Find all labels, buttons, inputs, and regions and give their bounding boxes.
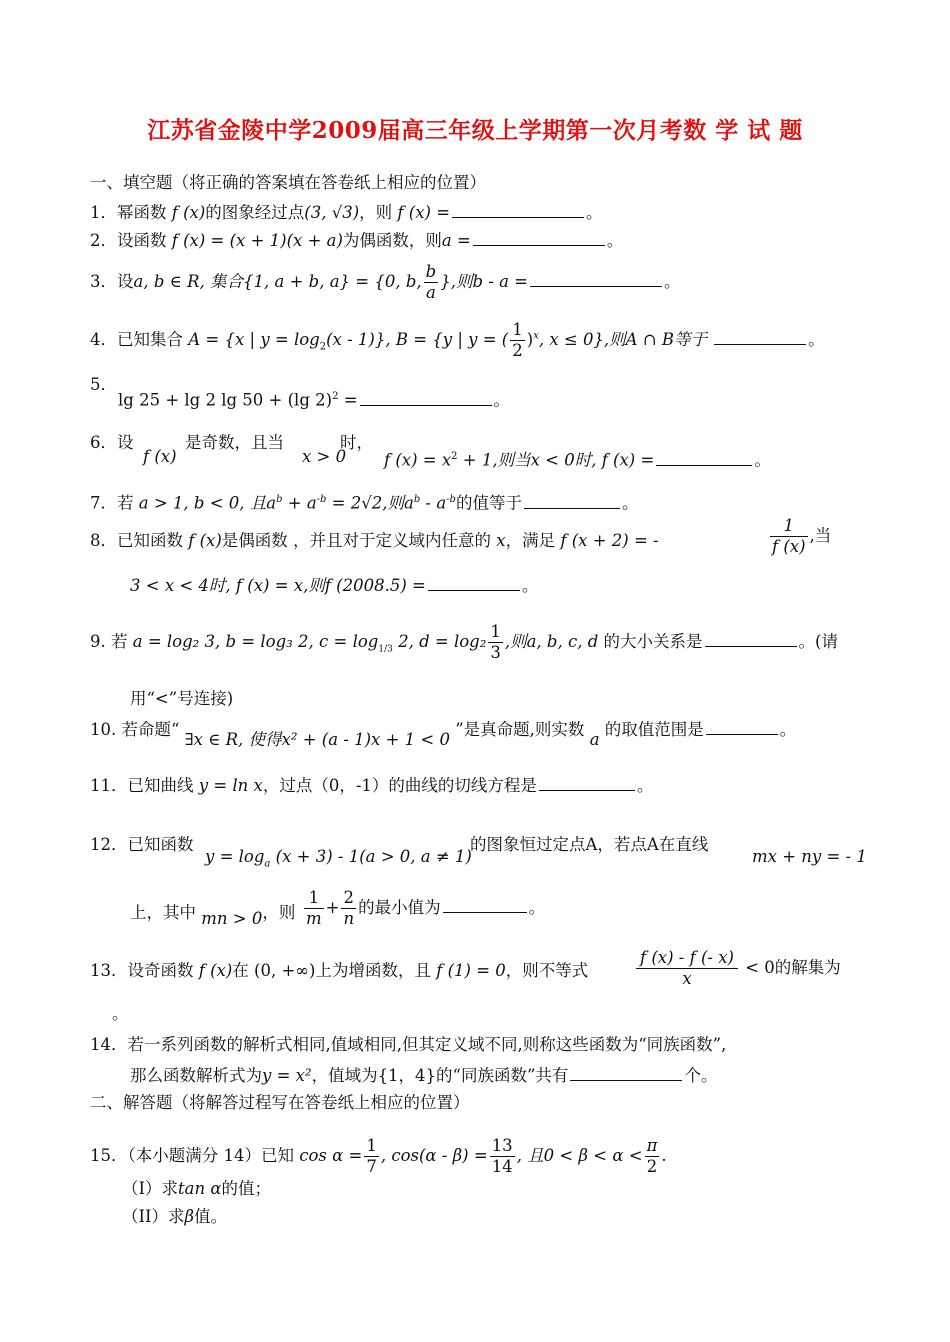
q1-then: ，则 bbox=[359, 203, 393, 222]
q15-tan: tan α bbox=[178, 1179, 222, 1198]
q9-text: 的大小关系是 bbox=[603, 632, 703, 651]
answer-blank-6[interactable] bbox=[656, 449, 752, 466]
q14-text: 若一系列函数的解析式相同,值域相同,但其定义域不同,则称这些函数为“同族函数”, bbox=[127, 1035, 727, 1054]
q13-fraction bbox=[636, 948, 738, 989]
q4-expr4: , x ≤ 0},则A ∩ B等于 bbox=[538, 330, 708, 349]
q12-text: 已知函数 bbox=[127, 835, 194, 854]
q3-frac-den: a bbox=[426, 283, 436, 302]
q4-number: 4． bbox=[90, 330, 117, 349]
q7-expr: a > 1, b < 0, 且a bbox=[138, 493, 277, 513]
q8-text: 已知函数 bbox=[117, 531, 183, 550]
q9-frac-num: 1 bbox=[490, 622, 501, 641]
q12-sub: a bbox=[264, 858, 271, 870]
q14-end: 个。 bbox=[684, 1066, 718, 1085]
q12-expr: y = log bbox=[205, 847, 265, 866]
answer-blank-14[interactable] bbox=[570, 1064, 682, 1081]
q15-part1 bbox=[122, 1178, 271, 1200]
q7-end: 。 bbox=[621, 493, 639, 513]
q4-sup: x bbox=[533, 330, 539, 342]
q4-expr3: ) bbox=[526, 330, 534, 349]
q12-plus: + bbox=[325, 898, 340, 917]
q3-number: 3． bbox=[90, 272, 117, 291]
q4-frac-den: 2 bbox=[512, 341, 523, 360]
q13-text5: 的解集为 bbox=[774, 958, 841, 977]
q2-mid: 为偶函数，则 bbox=[342, 231, 442, 250]
question-6 bbox=[90, 432, 134, 454]
q13-interval: (0, +∞) bbox=[254, 961, 316, 980]
q9-fraction bbox=[488, 622, 503, 663]
q8-number: 8． bbox=[90, 531, 117, 550]
q15-number: 15． bbox=[90, 1146, 128, 1165]
q15-end: . bbox=[661, 1146, 667, 1165]
q14-number: 14． bbox=[90, 1035, 128, 1054]
q13-text3: 上为增函数，且 bbox=[315, 961, 431, 980]
question-15 bbox=[90, 1136, 667, 1177]
section-heading-fill-in: 一、填空题（将正确的答案填在答卷纸上相应的位置） bbox=[90, 173, 486, 192]
q15-frac2-den: 14 bbox=[491, 1157, 513, 1176]
q6-end: 。 bbox=[754, 450, 771, 470]
q12-frac2-den: n bbox=[343, 909, 355, 928]
q14-line2b: ，值域为{1，4}的“同族函数”共有 bbox=[311, 1066, 569, 1085]
q6-fx-text: f (x) bbox=[143, 447, 177, 466]
q7-sup-b2: b bbox=[413, 494, 421, 505]
q10-a: a bbox=[589, 730, 600, 749]
q4-expr2: (x - 1)}, B = {y | y = ( bbox=[326, 330, 509, 349]
q15-frac2-num: 13 bbox=[491, 1136, 513, 1155]
q3-frac-num: b bbox=[425, 262, 437, 281]
q10-expr: ∃x ∈ R, 使得x² + (a - 1)x + 1 < 0 bbox=[184, 730, 450, 749]
q6-text2: 是奇数，且当 bbox=[185, 433, 284, 452]
q13-line2: 。 bbox=[112, 1004, 129, 1023]
q2-expr: f (x) = (x + 1)(x + a) bbox=[171, 231, 343, 250]
q3-expr2: },则b - a = bbox=[440, 272, 528, 291]
q2-end: 。 bbox=[606, 231, 624, 250]
q9-expr3: ,则a, b, c, d bbox=[504, 632, 599, 651]
q11-text2: ，过点（0，-1）的曲线的切线方程是 bbox=[262, 776, 537, 795]
answer-blank-3[interactable] bbox=[530, 270, 662, 287]
q13-number: 13． bbox=[90, 961, 128, 980]
q3-end: 。 bbox=[663, 272, 681, 291]
q15-frac3-num: π bbox=[646, 1136, 658, 1155]
q9-number: 9. 若 bbox=[90, 632, 128, 651]
q7-expr4: - a bbox=[420, 493, 447, 513]
q3-text: 设 bbox=[117, 272, 134, 291]
q6-expr2: + 1,则当x < 0时, f (x) = bbox=[457, 450, 655, 470]
q15-frac2 bbox=[490, 1136, 515, 1177]
q1-point: (3, √3) bbox=[304, 203, 360, 222]
q15-frac1-num: 1 bbox=[366, 1136, 377, 1155]
q8-frac-den: f (x) bbox=[772, 537, 806, 556]
q12-frac1 bbox=[304, 888, 324, 929]
q12-frac1-den: m bbox=[306, 909, 322, 928]
q12-line2b: ，则 bbox=[262, 903, 296, 922]
answer-blank-9[interactable] bbox=[705, 630, 797, 647]
q6-number: 6． bbox=[90, 433, 117, 452]
answer-blank-10[interactable] bbox=[706, 718, 778, 735]
q4-text: 已知集合 bbox=[117, 330, 183, 349]
q12-mn: mn > 0 bbox=[201, 909, 263, 928]
answer-blank-8[interactable] bbox=[428, 574, 520, 591]
q4-frac-num: 1 bbox=[512, 320, 523, 339]
q11-number: 11． bbox=[90, 776, 128, 795]
q14-expr: y = x² bbox=[262, 1066, 312, 1085]
question-12 bbox=[90, 834, 194, 856]
q13-frac-num: f (x) - f (- x) bbox=[636, 948, 738, 969]
question-10 bbox=[90, 718, 797, 749]
q9-expr: a = log₂ 3, b = log₃ 2, c = log bbox=[132, 632, 379, 651]
q12-frac1-num: 1 bbox=[304, 888, 324, 909]
q12-line: mx + ny = - 1 bbox=[752, 847, 867, 866]
q8-fx: f (x) bbox=[188, 531, 222, 550]
q15-frac1-den: 7 bbox=[366, 1157, 377, 1176]
q3-expr1: a, b ∈ R, 集合{1, a + b, a} = {0, b, bbox=[133, 272, 422, 291]
q6-expr-line bbox=[384, 446, 771, 472]
q8-text2: 是偶函数 ，并且对于定义域内任意的 bbox=[221, 531, 492, 550]
q7-sup-mb: -b bbox=[316, 494, 327, 505]
q5-end: 。 bbox=[493, 390, 511, 410]
q1-fx: f (x) bbox=[171, 203, 206, 222]
question-9 bbox=[90, 622, 838, 663]
q11-end: 。 bbox=[636, 776, 654, 795]
q10-text2: 的取值范围是 bbox=[604, 720, 704, 739]
q15-expr3: , 且0 < β < α < bbox=[516, 1146, 643, 1165]
q12-text2: 的图象恒过定点A，若点A在直线 bbox=[470, 835, 709, 854]
q8-end: 。 bbox=[521, 576, 539, 595]
q15-frac3-den: 2 bbox=[646, 1157, 658, 1176]
question-8-line2 bbox=[130, 574, 538, 597]
q6-text1: 设 bbox=[117, 433, 134, 452]
q1-fx2: f (x) = bbox=[397, 203, 451, 222]
q2-number: 2． bbox=[90, 231, 117, 250]
q9-sub: 1/3 bbox=[378, 644, 393, 655]
q8-line2: 3 < x < 4时, f (x) = x,则f (2008.5) = bbox=[130, 576, 426, 595]
q7-sup-b: b bbox=[276, 494, 283, 505]
q8-expr: f (x + 2) = - bbox=[560, 531, 659, 550]
question-9-line2: 用“<”号连接) bbox=[130, 689, 234, 708]
q15-expr2: , cos(α - β) = bbox=[380, 1146, 488, 1165]
q10-number: 10. 若命题“ bbox=[90, 720, 180, 739]
answer-blank-1[interactable] bbox=[452, 201, 584, 218]
q12-frac2 bbox=[341, 888, 356, 929]
q3-fraction bbox=[424, 262, 439, 303]
q4-fraction bbox=[510, 320, 525, 361]
q7-sup-mb2: -b bbox=[446, 494, 456, 505]
q2-text: 设函数 bbox=[117, 231, 167, 250]
q4-expr1: A = {x | y = log bbox=[188, 330, 320, 349]
q6-expr: f (x) = x bbox=[384, 450, 452, 470]
q7-expr3: = 2√2,则a bbox=[326, 493, 414, 513]
q1-end: 。 bbox=[586, 203, 603, 222]
question-12-line2 bbox=[130, 902, 296, 928]
answer-blank-12[interactable] bbox=[443, 896, 527, 913]
question-11 bbox=[90, 774, 653, 797]
question-14 bbox=[90, 1034, 726, 1056]
q12-fractions bbox=[302, 888, 545, 929]
q15-frac1 bbox=[364, 1136, 379, 1177]
q13-lt: < 0 bbox=[745, 958, 775, 977]
q15-part2 bbox=[122, 1206, 227, 1228]
q15-part1a: （I）求 bbox=[122, 1179, 179, 1198]
q6-text3: 时， bbox=[340, 433, 373, 452]
question-3 bbox=[90, 262, 680, 303]
question-2 bbox=[90, 229, 623, 252]
q1-number: 1． bbox=[90, 203, 117, 222]
page-title: 江苏省金陵中学2009届高三年级上学期第一次月考数 学 试 题 bbox=[147, 117, 803, 144]
q13-text2: 在 bbox=[232, 961, 249, 980]
q11-expr: y = ln x bbox=[198, 776, 263, 795]
q8-fraction-wrap bbox=[768, 516, 831, 557]
question-1 bbox=[90, 201, 603, 224]
q10-end: 。 bbox=[779, 720, 797, 739]
q7-number: 7． bbox=[90, 493, 117, 513]
answer-blank-7[interactable] bbox=[524, 492, 620, 509]
q12-end: 。 bbox=[528, 898, 546, 917]
q13-text: 设奇函数 bbox=[127, 961, 194, 980]
q2-var: a = bbox=[441, 231, 471, 250]
q9-frac-den: 3 bbox=[490, 643, 501, 662]
question-7 bbox=[90, 489, 638, 515]
q12-expr2: (x + 3) - 1(a > 0, a ≠ 1) bbox=[270, 847, 472, 866]
q13-text4: ，则不等式 bbox=[505, 961, 589, 980]
q15-text: （本小题满分 14）已知 bbox=[127, 1146, 294, 1165]
q8-text3: ，满足 bbox=[505, 531, 556, 550]
q1-mid: 的图象经过点 bbox=[205, 203, 305, 222]
q8-x: x bbox=[496, 531, 506, 550]
q15-frac3 bbox=[645, 1136, 660, 1177]
answer-blank-5[interactable] bbox=[360, 389, 492, 406]
q11-text: 已知曲线 bbox=[127, 776, 194, 795]
q6-sup: 2 bbox=[451, 451, 458, 462]
question-4 bbox=[90, 320, 825, 361]
question-8 bbox=[90, 530, 659, 552]
q13-fraction-wrap bbox=[634, 948, 841, 989]
q12-line-eq bbox=[752, 846, 867, 868]
question-14-line2 bbox=[130, 1064, 717, 1087]
q12-frac2-num: 2 bbox=[341, 888, 356, 909]
q4-sub: 2 bbox=[319, 341, 327, 353]
q6-cond-text: x > 0 bbox=[302, 447, 347, 466]
q5-sup: 2 bbox=[332, 391, 339, 402]
q8-frac-num: 1 bbox=[770, 516, 808, 537]
q7-text2: 的值等于 bbox=[455, 493, 522, 513]
q6-fx bbox=[143, 446, 177, 468]
q13-fx: f (x) bbox=[198, 961, 233, 980]
q10-text: ”是真命题,则实数 bbox=[455, 720, 585, 739]
q14-line2a: 那么函数解析式为 bbox=[130, 1066, 262, 1085]
q13-frac-den: x bbox=[682, 969, 692, 988]
q8-text4: ,当 bbox=[809, 526, 832, 545]
q9-expr2: 2, d = log₂ bbox=[392, 632, 487, 651]
question-5-number: 5． bbox=[90, 375, 117, 394]
q15-expr1: cos α = bbox=[299, 1146, 363, 1165]
question-13 bbox=[90, 960, 588, 982]
q15-part2b: 值。 bbox=[194, 1207, 228, 1226]
q15-part1b: 的值； bbox=[221, 1179, 272, 1198]
q5-expr: lg 25 + lg 2 lg 50 + (lg 2) bbox=[118, 390, 333, 410]
question-5 bbox=[118, 386, 510, 412]
q12-expr-line bbox=[205, 846, 472, 875]
q12-line2c: 的最小值为 bbox=[358, 898, 441, 917]
answer-blank-4[interactable] bbox=[714, 328, 806, 345]
q15-beta: β bbox=[184, 1207, 195, 1226]
q12-line2a: 上，其中 bbox=[130, 903, 196, 922]
q15-part2a: （II）求 bbox=[122, 1207, 185, 1226]
q9-end: 。(请 bbox=[798, 632, 838, 651]
answer-blank-2[interactable] bbox=[473, 229, 605, 246]
answer-blank-11[interactable] bbox=[539, 774, 635, 791]
section-heading-solutions: 二、解答题（将解答过程写在答卷纸上相应的位置） bbox=[90, 1093, 470, 1112]
q7-expr2: + a bbox=[282, 493, 317, 513]
q12-number: 12． bbox=[90, 835, 128, 854]
q13-f1: f (1) = 0 bbox=[436, 961, 506, 980]
q5-eq: = bbox=[338, 390, 358, 410]
q4-end: 。 bbox=[808, 330, 825, 349]
q8-fraction bbox=[770, 516, 808, 557]
q1-text: 幂函数 bbox=[117, 203, 167, 222]
q7-text: 若 bbox=[117, 493, 134, 513]
